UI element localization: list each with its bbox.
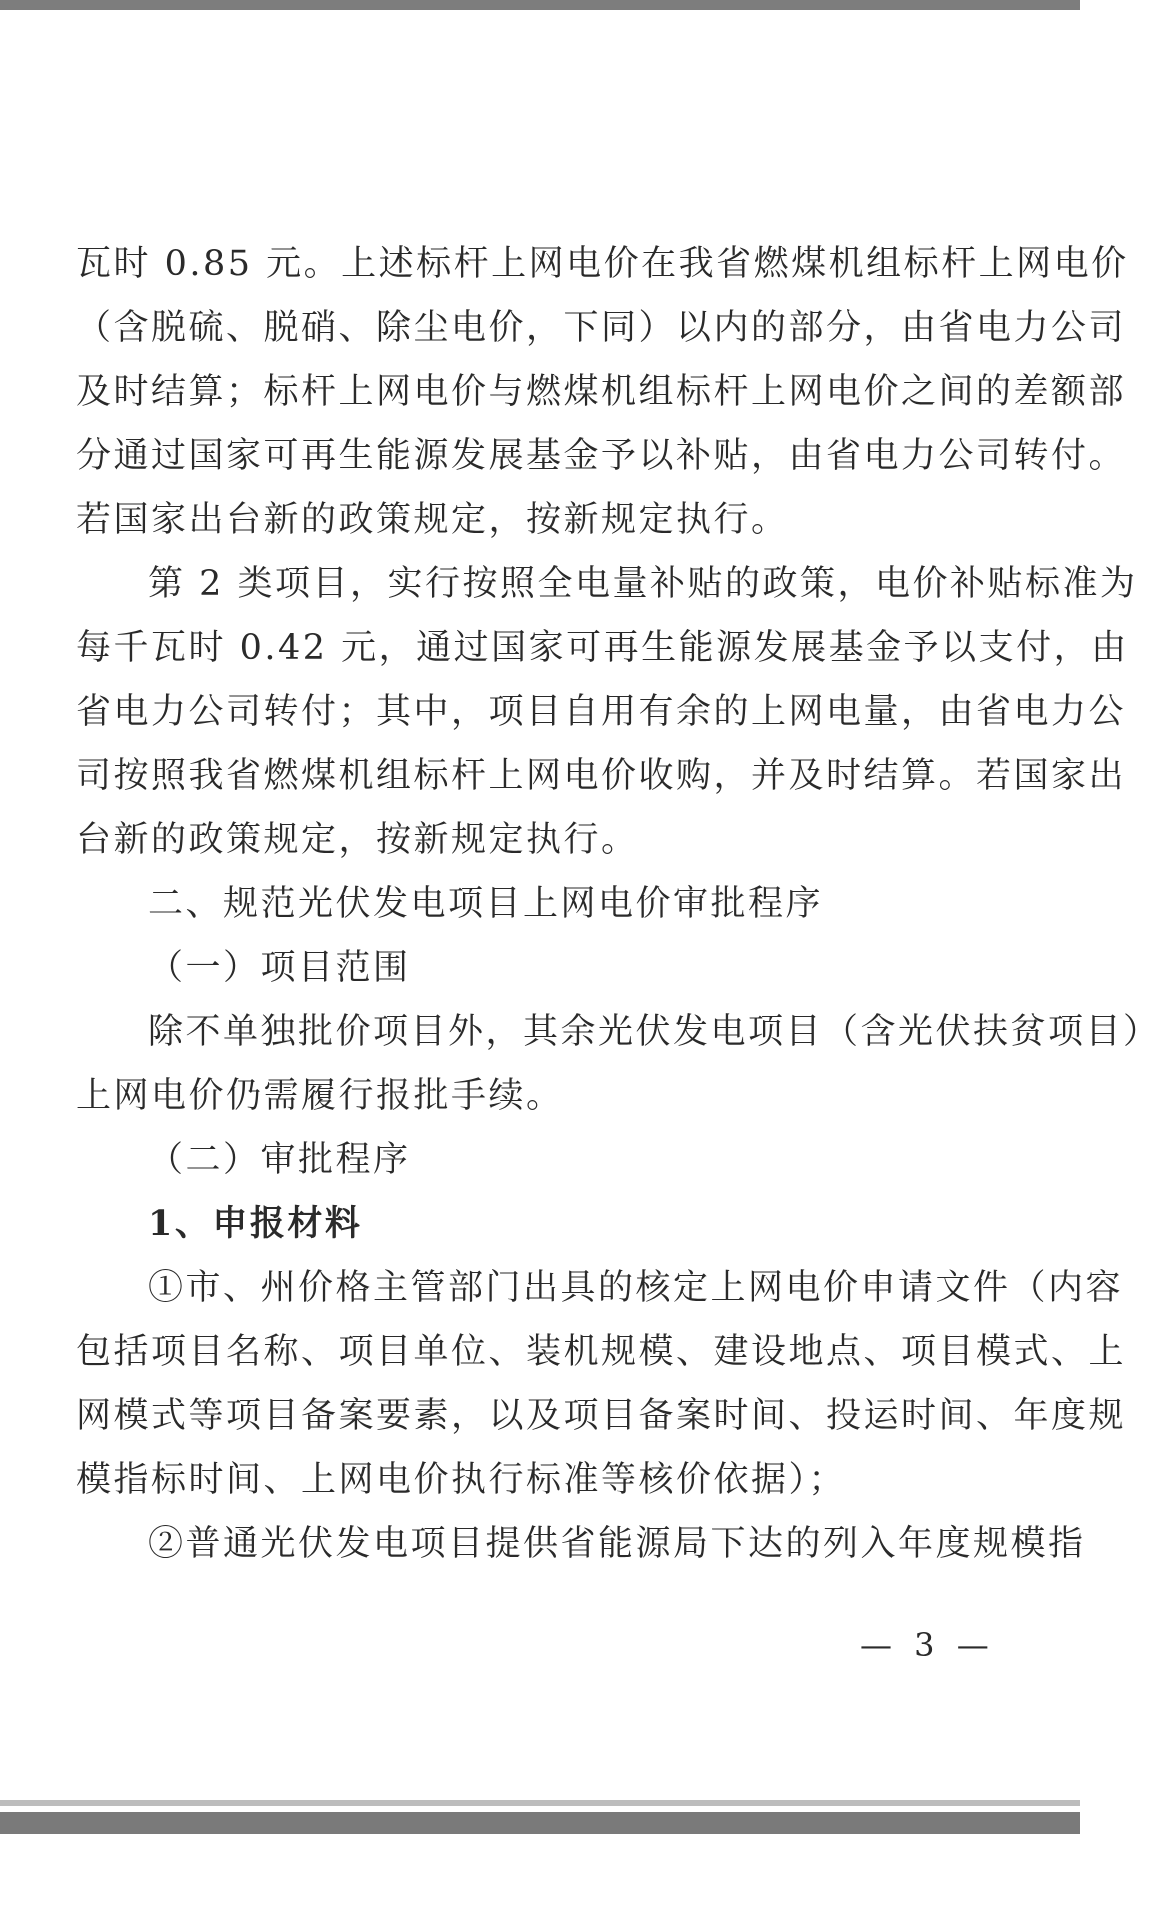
top-scan-border <box>0 0 1080 10</box>
text-line-14: 上网电价仍需履行报批手续。 <box>76 1076 564 1116</box>
text-line-1: 瓦时 0.85 元。上述标杆上网电价在我省燃煤机组标杆上网电价 <box>76 244 1129 284</box>
subsection-heading-approval-procedure: （二）审批程序 <box>148 1140 411 1180</box>
text-line-18: 包括项目名称、项目单位、装机规模、建设地点、项目模式、上 <box>76 1332 1127 1372</box>
text-line-5: 若国家出台新的政策规定，按新规定执行。 <box>76 500 789 540</box>
text-line-2: （含脱硫、脱硝、除尘电价，下同）以内的部分，由省电力公司 <box>76 308 1127 348</box>
text-line-9: 司按照我省燃煤机组标杆上网电价收购，并及时结算。若国家出 <box>76 756 1127 796</box>
text-line-10: 台新的政策规定，按新规定执行。 <box>76 820 639 860</box>
text-line-19: 网模式等项目备案要素，以及项目备案时间、投运时间、年度规 <box>76 1396 1127 1436</box>
list-item-2-start: ②普通光伏发电项目提供省能源局下达的列入年度规模指 <box>148 1524 1086 1564</box>
item-heading-application-materials: 1、申报材料 <box>148 1203 363 1244</box>
text-line-7: 每千瓦时 0.42 元，通过国家可再生能源发展基金予以支付，由 <box>76 628 1129 668</box>
text-line-3: 及时结算；标杆上网电价与燃煤机组标杆上网电价之间的差额部 <box>76 372 1127 412</box>
paragraph-scope-start: 除不单独批价项目外，其余光伏发电项目（含光伏扶贫项目） <box>148 1012 1161 1052</box>
page-number: — 3 — <box>860 1626 995 1664</box>
text-line-8: 省电力公司转付；其中，项目自用有余的上网电量，由省电力公 <box>76 692 1127 732</box>
bottom-scan-border-thin <box>0 1800 1080 1806</box>
list-item-1-start: ①市、州价格主管部门出具的核定上网电价申请文件（内容 <box>148 1268 1124 1308</box>
paragraph-type-2-start: 第 2 类项目，实行按照全电量补贴的政策，电价补贴标准为 <box>148 564 1138 604</box>
bottom-scan-border <box>0 1812 1080 1834</box>
document-body <box>76 232 1161 1576</box>
text-line-20: 模指标时间、上网电价执行标准等核价依据）； <box>76 1460 847 1500</box>
subsection-heading-project-scope: （一）项目范围 <box>148 948 411 988</box>
text-line-4: 分通过国家可再生能源发展基金予以补贴，由省电力公司转付。 <box>76 436 1127 476</box>
section-heading-2: 二、规范光伏发电项目上网电价审批程序 <box>148 884 824 924</box>
